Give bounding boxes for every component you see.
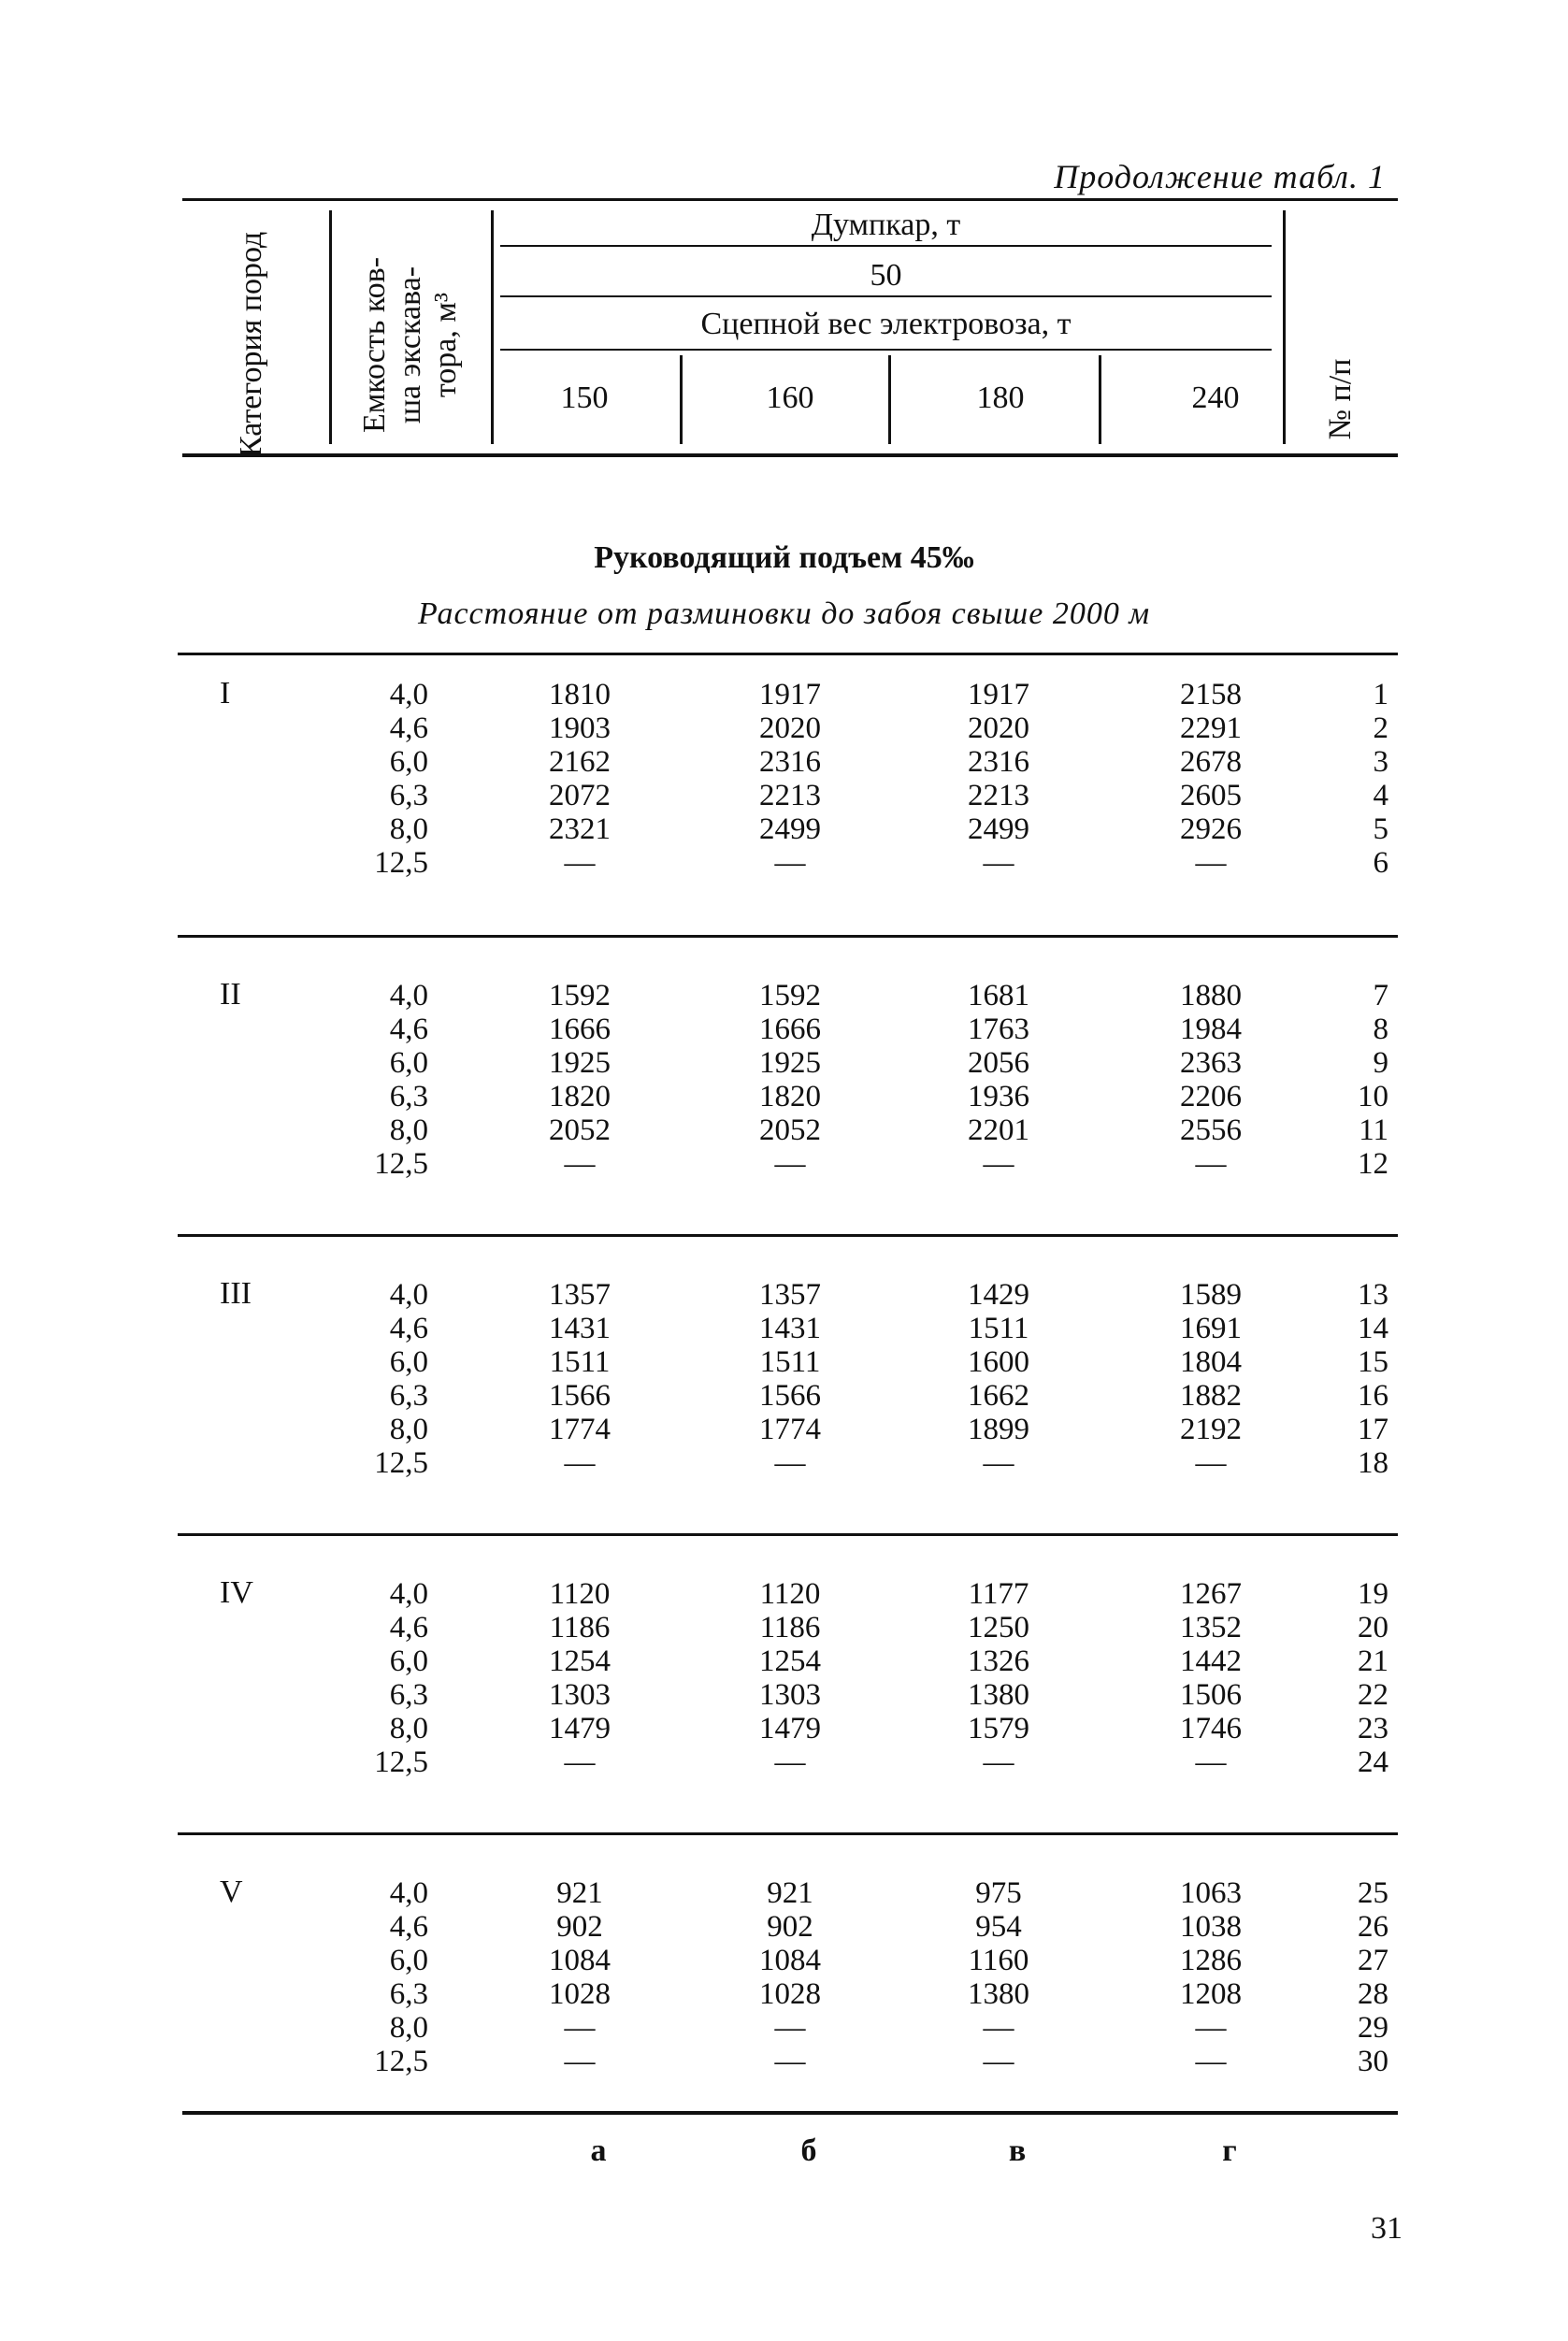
group-III xyxy=(178,1234,1398,1515)
header-bottom-rule xyxy=(182,453,1398,457)
group-I xyxy=(178,653,1398,933)
cell-number: 8 xyxy=(1373,1013,1388,1046)
cell-b: 1925 xyxy=(759,1046,821,1080)
cell-a: 1431 xyxy=(549,1312,611,1345)
cell-a: 1120 xyxy=(549,1577,611,1611)
cell-g: 1208 xyxy=(1180,1977,1242,2011)
weight-240: 240 xyxy=(1191,381,1240,415)
weight-rule xyxy=(500,349,1272,351)
cell-a: 2072 xyxy=(549,779,611,812)
group-rule xyxy=(178,1234,1398,1237)
cell-a: 1820 xyxy=(549,1080,611,1113)
cell-capacity: 4,0 xyxy=(389,1876,428,1910)
group-rule xyxy=(178,1533,1398,1536)
table-row xyxy=(178,678,1398,711)
cell-capacity: 6,3 xyxy=(389,1678,428,1712)
table-row xyxy=(178,745,1398,779)
cell-v: — xyxy=(983,1745,1014,1779)
cell-b: 1566 xyxy=(759,1379,821,1413)
cell-a: — xyxy=(564,2045,596,2078)
cell-b: 1186 xyxy=(759,1611,821,1644)
cell-b: 1254 xyxy=(759,1644,821,1678)
cell-b: — xyxy=(774,1147,806,1181)
footer-letter-a: а xyxy=(590,2133,607,2168)
cell-number: 6 xyxy=(1373,846,1388,880)
cell-number: 24 xyxy=(1358,1745,1388,1779)
cell-number: 11 xyxy=(1359,1113,1388,1147)
cell-number: 27 xyxy=(1358,1944,1388,1977)
table-row xyxy=(178,1944,1398,1977)
table-bottom-rule xyxy=(182,2111,1398,2115)
cell-g: 1880 xyxy=(1180,979,1242,1013)
cell-g: 2158 xyxy=(1180,678,1242,711)
weight-160: 160 xyxy=(766,381,814,415)
category-label: II xyxy=(220,977,241,1012)
table-row xyxy=(178,1577,1398,1611)
cell-v: 1160 xyxy=(968,1944,1029,1977)
cell-a: 2052 xyxy=(549,1113,611,1147)
cell-v: 1250 xyxy=(968,1611,1029,1644)
cell-number: 21 xyxy=(1358,1644,1388,1678)
cell-g: 1746 xyxy=(1180,1712,1242,1745)
dumpcar-value-rule xyxy=(500,295,1272,297)
table-row xyxy=(178,1345,1398,1379)
capacity-header-line-3: тора, м³ xyxy=(428,292,463,398)
capacity-header-line-2: ша экскава- xyxy=(393,266,427,424)
header-divider-3 xyxy=(1283,210,1286,444)
cell-g: 1063 xyxy=(1180,1876,1242,1910)
cell-number: 17 xyxy=(1358,1413,1388,1446)
cell-v: — xyxy=(983,1446,1014,1480)
table-row xyxy=(178,1046,1398,1080)
cell-g: 1286 xyxy=(1180,1944,1242,1977)
table-row xyxy=(178,711,1398,745)
cell-capacity: 4,0 xyxy=(389,1278,428,1312)
cell-v: 954 xyxy=(975,1910,1022,1944)
cell-number: 9 xyxy=(1373,1046,1388,1080)
cell-b: 1592 xyxy=(759,979,821,1013)
cell-b: 1479 xyxy=(759,1712,821,1745)
cell-capacity: 8,0 xyxy=(389,1712,428,1745)
cell-g: 2206 xyxy=(1180,1080,1242,1113)
cell-b: 1120 xyxy=(759,1577,821,1611)
cell-number: 22 xyxy=(1358,1678,1388,1712)
cell-g: 2678 xyxy=(1180,745,1242,779)
cell-a: — xyxy=(564,1745,596,1779)
cell-v: 2201 xyxy=(968,1113,1029,1147)
cell-b: 1357 xyxy=(759,1278,821,1312)
cell-number: 18 xyxy=(1358,1446,1388,1480)
table-row xyxy=(178,1113,1398,1147)
weight-150: 150 xyxy=(560,381,609,415)
cell-a: 1479 xyxy=(549,1712,611,1745)
cell-number: 13 xyxy=(1358,1278,1388,1312)
dumpcar-value: 50 xyxy=(870,258,902,293)
cell-number: 4 xyxy=(1373,779,1388,812)
cell-capacity: 8,0 xyxy=(389,2011,428,2045)
cell-capacity: 12,5 xyxy=(374,1147,428,1181)
cell-v: 1380 xyxy=(968,1977,1029,2011)
table-row xyxy=(178,1611,1398,1644)
table-row xyxy=(178,2045,1398,2078)
cell-number: 28 xyxy=(1358,1977,1388,2011)
cell-a: 902 xyxy=(556,1910,603,1944)
cell-a: 1566 xyxy=(549,1379,611,1413)
cell-v: 1662 xyxy=(968,1379,1029,1413)
cell-g: 1691 xyxy=(1180,1312,1242,1345)
cell-number: 16 xyxy=(1358,1379,1388,1413)
cell-a: — xyxy=(564,846,596,880)
group-rule xyxy=(178,935,1398,938)
cell-capacity: 6,0 xyxy=(389,745,428,779)
table-row xyxy=(178,1446,1398,1480)
group-rule xyxy=(178,653,1398,655)
cell-g: 2192 xyxy=(1180,1413,1242,1446)
cell-g: — xyxy=(1195,2011,1227,2045)
cell-capacity: 4,6 xyxy=(389,711,428,745)
cell-g: — xyxy=(1195,1745,1227,1779)
group-IV xyxy=(178,1533,1398,1814)
header-top-rule xyxy=(182,198,1398,201)
cell-v: 1681 xyxy=(968,979,1029,1013)
cell-a: 921 xyxy=(556,1876,603,1910)
cell-b: 2316 xyxy=(759,745,821,779)
cell-number: 15 xyxy=(1358,1345,1388,1379)
capacity-header-line-1: Емкость ков- xyxy=(357,256,392,434)
dumpcar-rule xyxy=(500,245,1272,247)
table-row xyxy=(178,1147,1398,1181)
group-V xyxy=(178,1832,1398,2113)
group-II xyxy=(178,935,1398,1215)
cell-capacity: 12,5 xyxy=(374,2045,428,2078)
cell-v: — xyxy=(983,846,1014,880)
cell-number: 7 xyxy=(1373,979,1388,1013)
cell-b: 921 xyxy=(767,1876,813,1910)
table-row xyxy=(178,1379,1398,1413)
footer-letter-v: в xyxy=(1008,2133,1027,2168)
cell-a: 1028 xyxy=(549,1977,611,2011)
cell-v: 1177 xyxy=(968,1577,1029,1611)
cell-g: 2605 xyxy=(1180,779,1242,812)
cell-b: 1774 xyxy=(759,1413,821,1446)
cell-v: 1326 xyxy=(968,1644,1029,1678)
cell-a: 2162 xyxy=(549,745,611,779)
category-label: III xyxy=(220,1276,252,1311)
table-row xyxy=(178,846,1398,880)
cell-v: 2499 xyxy=(968,812,1029,846)
cell-capacity: 4,0 xyxy=(389,678,428,711)
cell-b: 1511 xyxy=(759,1345,821,1379)
weight-divider-3 xyxy=(1099,355,1101,444)
cell-g: 1882 xyxy=(1180,1379,1242,1413)
table-row xyxy=(178,979,1398,1013)
cell-capacity: 6,3 xyxy=(389,1379,428,1413)
col-category-header: Категория пород xyxy=(234,231,268,457)
cell-b: 902 xyxy=(767,1910,813,1944)
cell-b: — xyxy=(774,2045,806,2078)
table-row xyxy=(178,1312,1398,1345)
cell-b: — xyxy=(774,846,806,880)
dumpcar-header: Думпкар, т xyxy=(811,208,961,242)
cell-number: 5 xyxy=(1373,812,1388,846)
table-row xyxy=(178,1678,1398,1712)
footer-letter-b: б xyxy=(800,2133,817,2168)
cell-a: 1810 xyxy=(549,678,611,711)
category-label: IV xyxy=(220,1575,253,1610)
weight-180: 180 xyxy=(976,381,1025,415)
cell-v: 1899 xyxy=(968,1413,1029,1446)
cell-v: 2056 xyxy=(968,1046,1029,1080)
cell-capacity: 6,3 xyxy=(389,779,428,812)
cell-number: 25 xyxy=(1358,1876,1388,1910)
cell-g: — xyxy=(1195,846,1227,880)
cell-v: 1600 xyxy=(968,1345,1029,1379)
cell-a: 1357 xyxy=(549,1278,611,1312)
cell-capacity: 6,3 xyxy=(389,1977,428,2011)
table-row xyxy=(178,779,1398,812)
cell-capacity: 4,6 xyxy=(389,1312,428,1345)
cell-g: 1038 xyxy=(1180,1910,1242,1944)
cell-number: 3 xyxy=(1373,745,1388,779)
cell-b: 1666 xyxy=(759,1013,821,1046)
cell-v: 2020 xyxy=(968,711,1029,745)
cell-g: — xyxy=(1195,2045,1227,2078)
header-divider-1 xyxy=(329,210,332,444)
table-row xyxy=(178,1745,1398,1779)
cell-number: 30 xyxy=(1358,2045,1388,2078)
table-row xyxy=(178,1413,1398,1446)
cell-b: 1431 xyxy=(759,1312,821,1345)
col-number-header: № п/п xyxy=(1323,358,1358,440)
cell-number: 19 xyxy=(1358,1577,1388,1611)
group-rule xyxy=(178,1832,1398,1835)
table-row xyxy=(178,1712,1398,1745)
table-row xyxy=(178,1876,1398,1910)
cell-v: 1511 xyxy=(968,1312,1029,1345)
cell-v: 1936 xyxy=(968,1080,1029,1113)
cell-capacity: 6,0 xyxy=(389,1644,428,1678)
cell-capacity: 4,6 xyxy=(389,1910,428,1944)
cell-capacity: 8,0 xyxy=(389,812,428,846)
cell-b: 2052 xyxy=(759,1113,821,1147)
cell-v: — xyxy=(983,1147,1014,1181)
cell-v: 975 xyxy=(975,1876,1022,1910)
cell-a: 1666 xyxy=(549,1013,611,1046)
table-row xyxy=(178,1910,1398,1944)
cell-number: 14 xyxy=(1358,1312,1388,1345)
coupling-weight-header: Сцепной вес электровоза, т xyxy=(700,307,1072,341)
cell-capacity: 6,0 xyxy=(389,1345,428,1379)
header-divider-2 xyxy=(491,210,494,444)
cell-a: 1303 xyxy=(549,1678,611,1712)
cell-b: — xyxy=(774,1745,806,1779)
cell-v: 1917 xyxy=(968,678,1029,711)
cell-g: 1984 xyxy=(1180,1013,1242,1046)
cell-number: 26 xyxy=(1358,1910,1388,1944)
weight-divider-1 xyxy=(680,355,683,444)
cell-a: — xyxy=(564,1446,596,1480)
cell-v: 1429 xyxy=(968,1278,1029,1312)
cell-g: 2291 xyxy=(1180,711,1242,745)
col-capacity-header xyxy=(357,237,464,453)
cell-g: — xyxy=(1195,1147,1227,1181)
cell-b: — xyxy=(774,2011,806,2045)
cell-g: 1506 xyxy=(1180,1678,1242,1712)
cell-capacity: 12,5 xyxy=(374,1745,428,1779)
cell-b: 2499 xyxy=(759,812,821,846)
cell-a: 1903 xyxy=(549,711,611,745)
section-subtitle: Расстояние от разминовки до забоя свыше 2000 м xyxy=(417,596,1151,631)
table-row xyxy=(178,1080,1398,1113)
cell-capacity: 6,0 xyxy=(389,1046,428,1080)
cell-g: 1267 xyxy=(1180,1577,1242,1611)
cell-v: — xyxy=(983,2011,1014,2045)
cell-v: 2213 xyxy=(968,779,1029,812)
cell-g: 2363 xyxy=(1180,1046,1242,1080)
cell-b: 1028 xyxy=(759,1977,821,2011)
cell-number: 1 xyxy=(1373,678,1388,711)
cell-b: — xyxy=(774,1446,806,1480)
table-row xyxy=(178,1278,1398,1312)
table-row xyxy=(178,1013,1398,1046)
cell-g: 1352 xyxy=(1180,1611,1242,1644)
cell-g: 1804 xyxy=(1180,1345,1242,1379)
cell-g: 2556 xyxy=(1180,1113,1242,1147)
continuation-label: Продолжение табл. 1 xyxy=(1054,158,1386,195)
cell-g: — xyxy=(1195,1446,1227,1480)
cell-a: 1254 xyxy=(549,1644,611,1678)
cell-a: 1592 xyxy=(549,979,611,1013)
cell-capacity: 4,0 xyxy=(389,979,428,1013)
cell-a: 2321 xyxy=(549,812,611,846)
table-row xyxy=(178,2011,1398,2045)
cell-v: 1380 xyxy=(968,1678,1029,1712)
cell-capacity: 12,5 xyxy=(374,1446,428,1480)
cell-g: 2926 xyxy=(1180,812,1242,846)
section-title: Руководящий подъем 45‰ xyxy=(594,540,974,575)
cell-v: 1579 xyxy=(968,1712,1029,1745)
cell-capacity: 6,3 xyxy=(389,1080,428,1113)
cell-capacity: 4,0 xyxy=(389,1577,428,1611)
cell-number: 12 xyxy=(1358,1147,1388,1181)
cell-number: 29 xyxy=(1358,2011,1388,2045)
cell-capacity: 12,5 xyxy=(374,846,428,880)
table-row xyxy=(178,812,1398,846)
weight-divider-2 xyxy=(888,355,891,444)
cell-number: 10 xyxy=(1358,1080,1388,1113)
cell-b: 2020 xyxy=(759,711,821,745)
cell-a: 1511 xyxy=(549,1345,611,1379)
cell-a: — xyxy=(564,1147,596,1181)
cell-capacity: 4,6 xyxy=(389,1611,428,1644)
category-label: V xyxy=(220,1874,243,1909)
cell-b: 1820 xyxy=(759,1080,821,1113)
cell-a: — xyxy=(564,2011,596,2045)
cell-v: — xyxy=(983,2045,1014,2078)
cell-b: 1084 xyxy=(759,1944,821,1977)
cell-b: 1303 xyxy=(759,1678,821,1712)
cell-v: 2316 xyxy=(968,745,1029,779)
cell-number: 23 xyxy=(1358,1712,1388,1745)
cell-capacity: 8,0 xyxy=(389,1413,428,1446)
page-number: 31 xyxy=(1371,2211,1403,2246)
cell-number: 20 xyxy=(1358,1611,1388,1644)
cell-capacity: 6,0 xyxy=(389,1944,428,1977)
cell-capacity: 8,0 xyxy=(389,1113,428,1147)
cell-b: 2213 xyxy=(759,779,821,812)
cell-g: 1442 xyxy=(1180,1644,1242,1678)
cell-a: 1925 xyxy=(549,1046,611,1080)
cell-capacity: 4,6 xyxy=(389,1013,428,1046)
cell-b: 1917 xyxy=(759,678,821,711)
footer-letter-g: г xyxy=(1222,2133,1237,2168)
cell-number: 2 xyxy=(1373,711,1388,745)
table-row xyxy=(178,1977,1398,2011)
table-row xyxy=(178,1644,1398,1678)
cell-g: 1589 xyxy=(1180,1278,1242,1312)
category-label: I xyxy=(220,676,231,711)
cell-a: 1186 xyxy=(549,1611,611,1644)
cell-a: 1774 xyxy=(549,1413,611,1446)
cell-v: 1763 xyxy=(968,1013,1029,1046)
cell-a: 1084 xyxy=(549,1944,611,1977)
